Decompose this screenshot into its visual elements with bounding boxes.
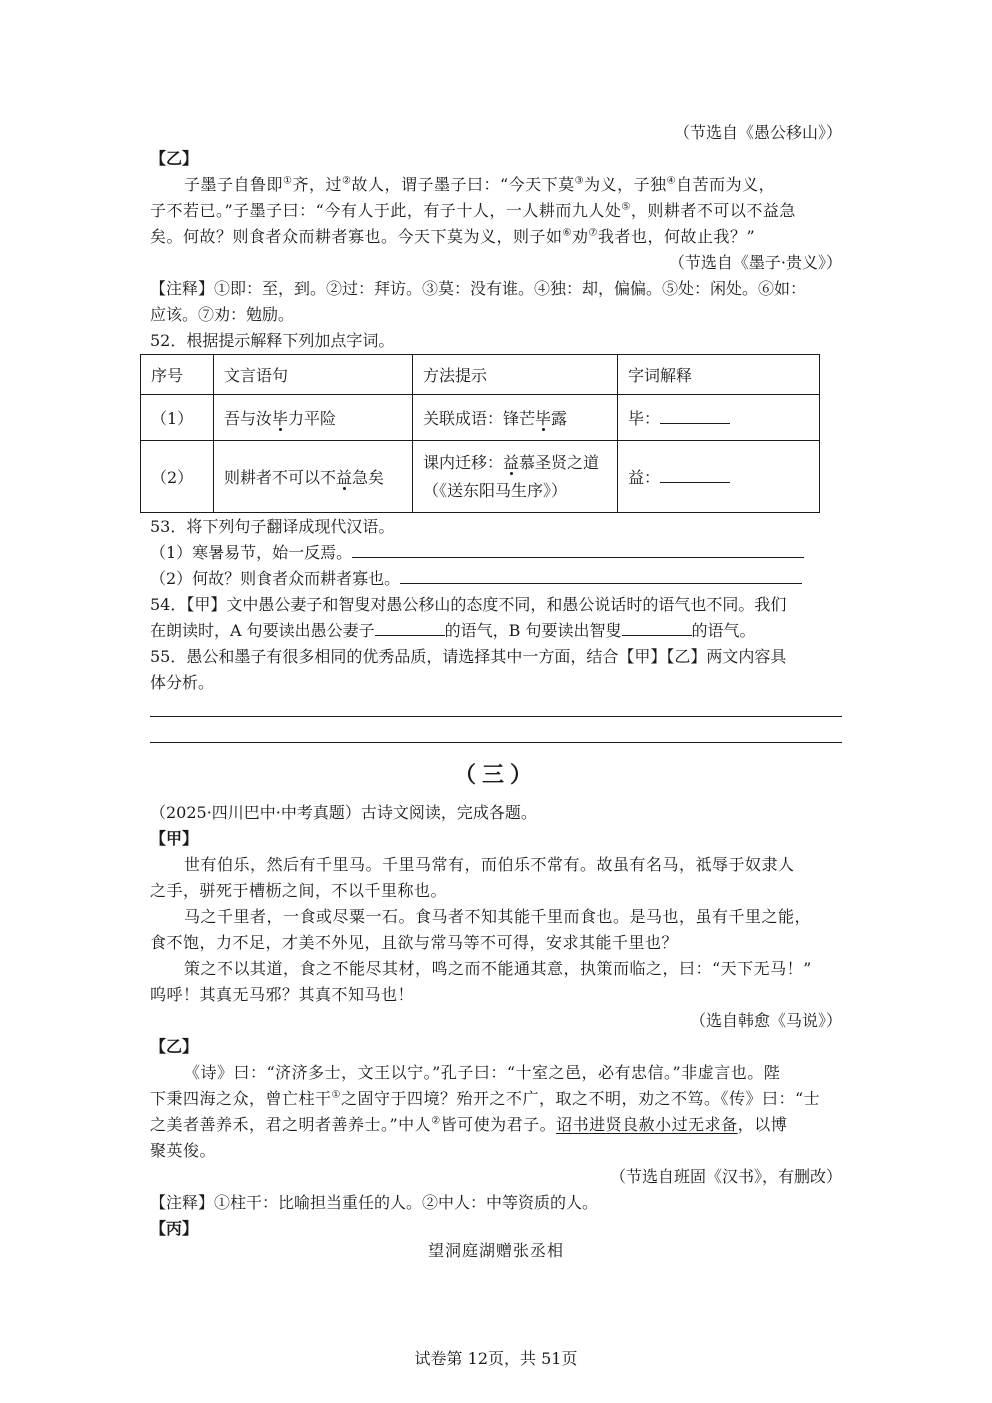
- answer-blank[interactable]: [660, 407, 730, 424]
- jia-source: （节选自《愚公移山》）: [673, 123, 842, 142]
- section-intro: （2025·四川巴中·中考真题）古诗文阅读，完成各题。: [150, 803, 537, 822]
- row-sentence: 吾与汝毕力平险: [214, 395, 413, 441]
- row-sentence: 则耕者不可以不益急矣: [214, 441, 413, 513]
- page-footer: 试卷第 12页，共 51页: [414, 1349, 578, 1368]
- yi-label: 【乙】: [150, 149, 199, 168]
- jia-label: 【甲】: [150, 829, 199, 848]
- q53-sentence-1: （1）寒暑易节，始一反焉。: [150, 540, 842, 566]
- yi-source: （节选自班固《汉书》，有删改）: [609, 1167, 842, 1186]
- yi-notes-line-1: 【注释】①即：至，到。②过：拜访。③莫：没有谁。④独：却，偏偏。⑤处：闲处。⑥如：: [150, 279, 807, 298]
- yi-paragraph-line: 《诗》曰：“济济多士，文王以宁。”孔子曰：“十室之邑，必有忠信。”非虚言也。陛: [184, 1063, 781, 1082]
- q53-title: 53．将下列句子翻译成现代汉语。: [150, 517, 395, 536]
- yi-label: 【乙】: [150, 1037, 199, 1056]
- row-hint: 课内迁移：益慕圣贤之道 （《送东阳马生序》）: [413, 441, 618, 513]
- answer-blank[interactable]: [352, 541, 804, 558]
- jia-paragraph-line: 策之不以其道，食之不能尽其材，鸣之而不能通其意，执策而临之，曰：“天下无马！”: [184, 959, 812, 978]
- q53-sentence-2: （2）何故？则食者众而耕者寡也。: [150, 566, 842, 592]
- bing-label: 【丙】: [150, 1219, 199, 1238]
- jia-paragraph-line: 食不饱，力不足，才美不外见，且欲与常马等不可得，安求其能千里也？: [150, 933, 679, 952]
- answer-line[interactable]: [150, 742, 842, 743]
- jia-paragraph-line: 呜呼！其真无马邪？其真不知马也！: [150, 985, 415, 1004]
- yi-paragraph-line: 下秉四海之众，曾亡柱干①之固守于四境？殆开之不广，取之不明，劝之不笃。《传》曰：“士: [150, 1089, 821, 1108]
- yi-notes: 【注释】①柱干：比喻担当重任的人。②中人：中等资质的人。: [150, 1193, 599, 1212]
- q55-line-2: 体分析。: [150, 673, 215, 692]
- answer-blank[interactable]: [400, 567, 802, 584]
- section-title: （三）: [453, 762, 538, 788]
- jia-source: （选自韩愈《马说》）: [689, 1011, 842, 1030]
- table-header-cell: 序号: [141, 355, 214, 395]
- row-number: （1）: [141, 395, 214, 441]
- row-answer: 益：: [618, 441, 820, 513]
- yi-paragraph-line: 之美者善养禾，君之明者善养士。”中人②皆可使为君子。诏书进贤良赦小过无求备，以博: [150, 1115, 788, 1134]
- poem-title: 望洞庭湖赠张丞相: [427, 1241, 564, 1260]
- q52-title: 52．根据提示解释下列加点字词。: [150, 331, 395, 350]
- q55-line-1: 55．愚公和墨子有很多相同的优秀品质，请选择其中一方面，结合【甲】【乙】两文内容具: [150, 647, 787, 666]
- jia-paragraph-line: 之手，骈死于槽枥之间，不以千里称也。: [150, 881, 448, 900]
- underlined-sentence: 诏书进贤良赦小过无求备: [556, 1115, 738, 1134]
- yi-paragraph-line-1: 子墨子自鲁即①齐，过②故人，谓子墨子曰：“今天下莫③为义，子独④自苦而为义，: [184, 175, 776, 194]
- table-header-cell: 文言语句: [214, 355, 413, 395]
- q54-line-1: 54．【甲】文中愚公妻子和智叟对愚公移山的态度不同，和愚公说话时的语气也不同。我们: [150, 595, 787, 614]
- table-header-row: [141, 355, 820, 395]
- jia-paragraph-line: 马之千里者，一食或尽粟一石。食马者不知其能千里而食也。是马也，虽有千里之能，: [184, 907, 812, 926]
- yi-paragraph-line-2: 子不若已。”子墨子曰：“今有人于此，有子十人，一人耕而九人处⑤，则耕者不可以不益急: [150, 201, 796, 220]
- answer-blank[interactable]: [660, 466, 730, 483]
- answer-line[interactable]: [150, 716, 842, 717]
- table-row: [141, 441, 820, 513]
- answer-blank[interactable]: [375, 619, 445, 636]
- yi-source: （节选自《墨子·贵义》）: [668, 253, 842, 272]
- q52-table: [140, 354, 820, 513]
- jia-paragraph-line: 世有伯乐，然后有千里马。千里马常有，而伯乐不常有。故虽有名马，祗辱于奴隶人: [184, 855, 795, 874]
- row-answer: 毕：: [618, 395, 820, 441]
- row-hint: 关联成语：锋芒毕露: [413, 395, 618, 441]
- table-row: [141, 395, 820, 441]
- q54-line-2: 在朗读时，A 句要读出愚公妻子 的语气，B 句要读出智叟 的语气。: [150, 621, 756, 640]
- row-number: （2）: [141, 441, 214, 513]
- yi-paragraph-line-3: 矣。何故？则食者众而耕者寡也。今天下莫为义，则子如⑥劝⑦我者也，何故止我？”: [150, 227, 756, 246]
- yi-paragraph-line: 聚英俊。: [150, 1141, 217, 1160]
- table-header-cell: 字词解释: [618, 355, 820, 395]
- table-header-cell: 方法提示: [413, 355, 618, 395]
- yi-notes-line-2: 应该。⑦劝：勉励。: [150, 305, 295, 324]
- answer-blank[interactable]: [622, 619, 692, 636]
